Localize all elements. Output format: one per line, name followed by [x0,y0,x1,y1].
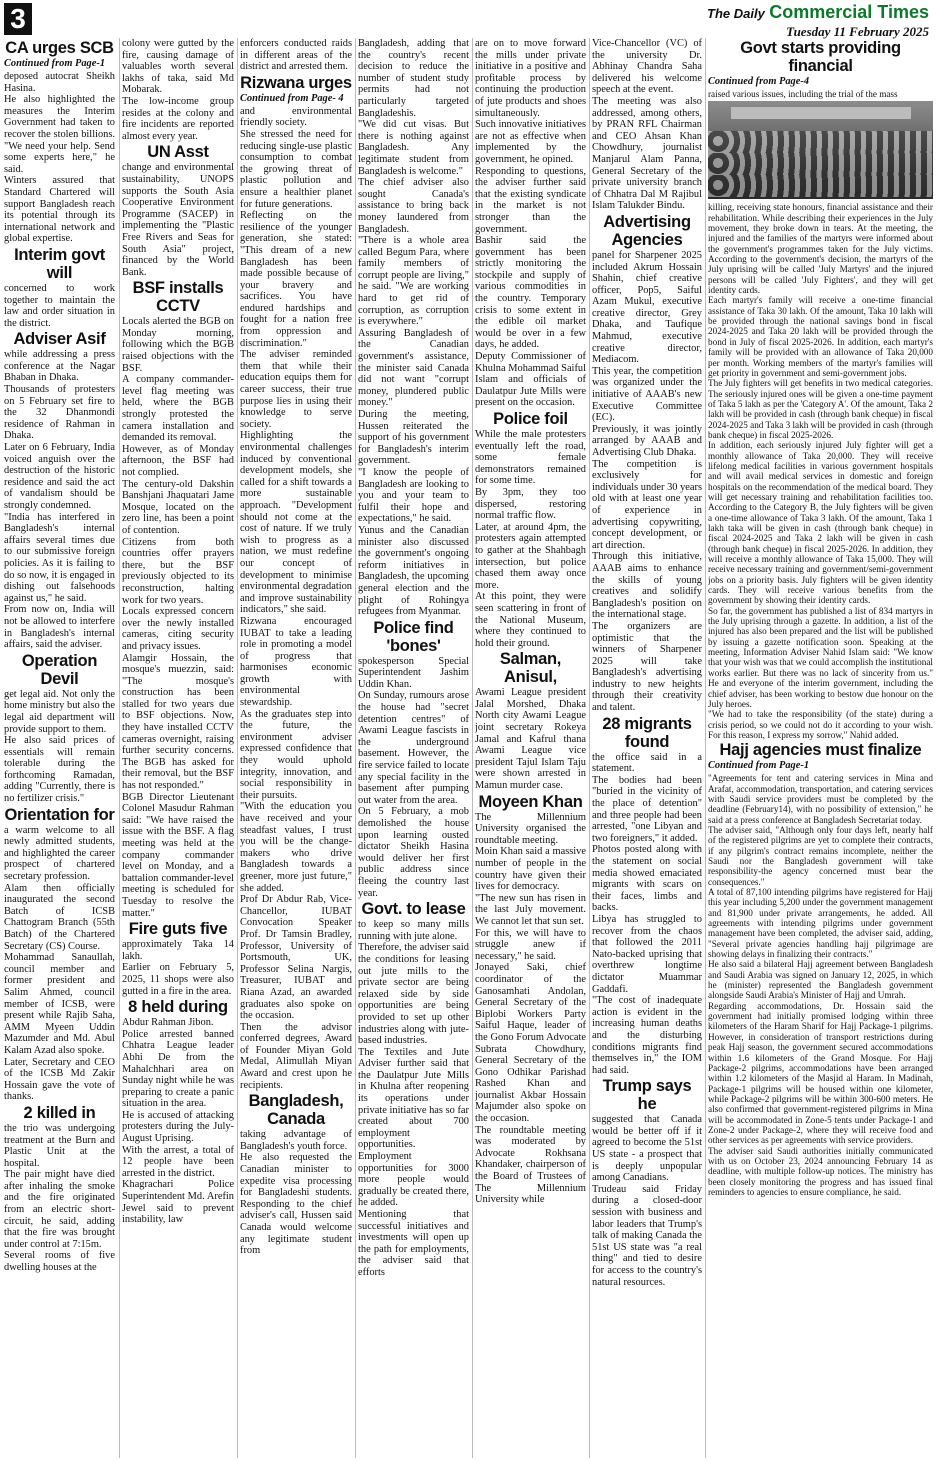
article-paragraph: The bodies had been "buried in the vicinity of the place of detention" and three people had been arrested, "one Libyan and two foreigners," it added. [592,774,702,844]
headline: Adviser Asif [13,330,106,349]
article-paragraph: BGB Director Lieutenant Colonel Masudur Rahman said: "We have raised the issue with the BSF. A flag meeting was held at the company commander level on Monday, and a battalion commander-level meeting is scheduled for Tuesday to resolve the matter." [122,791,234,919]
article-paragraph: Deputy Commissioner of Khulna Mohammad Saiful Islam and officials of Daulatpur Jute Mills were present on the occasion. [475,351,586,409]
article-paragraph: Locals expressed concern over the newly installed cameras, citing security and privacy issues. [122,606,234,652]
article-paragraph: He also highlighted the measures the Interim Government had taken to recover the stolen billions. "We need your help. Send some experts here," he said. [4,94,115,175]
page-number: 3 [4,3,32,35]
article-paragraph: "I know the people of Bangladesh are looking to you and your team to fulfil their hope and expectations," he said. [358,466,469,525]
article-paragraph: Yunus and the Canadian minister also discussed the government's ongoing reform initiatives in Bangladesh, the upcoming general election and the plight of Rohingya refugees from Myanmar. [358,524,469,618]
continued-line: Continued from Page- 4 [240,92,344,104]
article-paragraph: Rizwana encouraged IUBAT to take a leading role in promoting a model of progress that harmonises economic growth with environmental stewardship. [240,615,352,709]
column-5 [475,38,586,1206]
article-paragraph: "With the education you have received and your steadfast values, I trust you will be the change-makers who drive Bangladesh towards a greener, more just future," she added. [240,801,352,894]
article-paragraph: A total of 87,100 intending pilgrims have registered for Hajj this year including 5,200 under the government management and 81,900 under private arrangements, he added. All agreements with intending pilgrims under government management have been completed, the adviser said, adding, "Several private agencies handling hajj pilgrimage are showing delays in finalizing their contracts." [708,887,933,960]
headline: CA urges SCB [5,39,114,57]
article-paragraph: "Agreements for tent and catering services in Mina and Arafat, accommodation, transportation, and catering services with Saudi service providers must be completed by the deadline (February14), with no possibility of extension," he said at a press conference at Bangladesh Secretariat today. [708,773,933,825]
column-1 [4,38,115,1274]
article-paragraph: Awami League president Jalal Morshed, Dhaka North city Awami League joint secretary Rokeya Jamal and Kafrul thana Awami League vice president Tajul Islam Taju were shown arrested in Mamun murder case. [475,687,586,792]
column-2 [122,38,234,1226]
article-paragraph: Responding to questions, the adviser further said that the existing syndicate in the market is not stronger than the government. [475,165,586,235]
headline: BSF installs CCTV [132,279,224,316]
article-paragraph: With the arrest, a total of 12 people have been arrested in the district. [122,1144,234,1179]
article-paragraph: Police arrested banned Chhatra League leader Abhi De from the Mahalchhari area on Sunday night while he was preparing to create a panic situation in the area. [122,1028,234,1110]
article-paragraph: Bangladesh, adding that the country's recent decision to reduce the number of student study permits had not particularly targeted Bangladeshis. [358,38,469,119]
article-paragraph: During the meeting, Hussen reiterated the support of his government for Bangladesh's interim government. [358,409,469,467]
article-paragraph: He also requested the Canadian minister to expedite visa processing for Bangladeshi students. Responding to the chief adviser's call, Hussen said Canada would welcome any legitimate student from [240,1152,352,1257]
article-paragraph: The July fighters will get benefits in two medical categories. The seriously injured ones will be given a one-time payment of Taka 5 lakh as per the 'Category A'. Of the amount, Taka 2 lakh will be provided in cash (through bank cheque) in fiscal 2024-2025 and Taka 3 lakh will be provided in cash (through bank cheque) in fiscal 2025-2026. [708,378,933,440]
article-paragraph: Mentioning that successful initiatives and investments will open up the path for employments, the adviser said that efforts [358,1209,469,1278]
article-paragraph: suggested that Canada would be better off if it agreed to become the 51st US state - a prospect that is deeply unpopular among Canadians. [592,1114,702,1184]
headline: Hajj agencies must finalize [719,741,922,760]
article-paragraph: Libya has struggled to recover from the chaos that followed the 2011 Nato-backed uprising that overthrew longtime dictator Muammar Gaddafi. [592,913,702,995]
article-paragraph: Each martyr's family will receive a one-time financial assistance of Taka 30 lakh. Of the amount, Taka 10 lakh will be provided through the national savings bond in fiscal 2024-2025 and Taka 20 lakh will be provided through the bond in July of fiscal 2025-2026. In addition, each martyr's family will be provided with an allowance of Taka 20,000 per month. Working members of the martyr's families will get priority in government and semi-government jobs. [708,295,933,378]
article-paragraph: The roundtable meeting was moderated by Advocate Rokhsana Khandaker, chairperson of the Board of Trustees of The Millennium University while [475,1124,586,1206]
article-paragraph: Vice-Chancellor (VC) of the university Dr. Abhinay Chandra Saha delivered his welcome speech at the event. [592,38,702,96]
article-paragraph: "We did cut visas. But there is nothing against Bangladesh. Any legitimate student from Bangladesh is welcome." [358,119,469,177]
masthead-title [707,2,929,23]
headline: Police foil [493,410,568,428]
article-paragraph: The century-old Dakshin Banshjani Jhaquatari Jame Mosque, located on the zero line, has been a point of contention. [122,478,234,536]
article-paragraph: From now on, India will not be allowed to interfere in Bangladesh's internal affairs, said the adviser. [4,604,115,651]
article-paragraph: The Millennium University organised the roundtable meeting. [475,811,586,846]
article-paragraph: Mohammad Sanaullah, council member and former president and Salim Ahmed, council member of ICSB, were present while Rajib Saha, AMM Myeen Uddin Mazumder and Md. Abul Kalam Azad also spoke. [4,952,115,1056]
column-6 [592,38,702,1288]
column-4 [358,38,469,1279]
article-paragraph: Alam then officially inaugurated the second Batch of ICSB Chattogram Branch (55th Batch) of the Chartered Secretary (CS) Course. [4,882,115,952]
article-paragraph: Regarding accommodations, Dr. Hossain said the government had initially promised lodging within three kilometers of the Haram Sharif for Hajj Package-1 pilgrims. However, in consideration of transport restrictions during peak Hajj season, the government secured accommodations within 1.6 kilometers of the Grand Mosque. For Hajj Package-2 pilgrims, accommodations have been arranged within 1.2 kilometers of the Masjid al Haram. In Madinah, Package-1 pilgrims will be housed within one kilometer, while Package-2 pilgrims will be within 300-600 meters. He also confirmed that government-registered pilgrims in Mina will be accommodated in Zone-5 tents under Package-1 and Zone-2 under Package-2, where they will receive food and other services as per agreements with service providers. [708,1000,933,1146]
article-paragraph: the office said in a statement. [592,751,702,775]
article-paragraph: "We had to take the responsibility (of the state) during a crisis period, so we could not do it according to your wish. For this reason, I express my sorrow," Nahid added. [708,709,933,740]
headline: UN Asst [147,143,209,162]
article-paragraph: Alamgir Hossain, the mosque's muezzin, said: "The mosque's construction has been stalled for two years due to BSF objections. Now, they have installed CCTV cameras overnight, raising further security concerns. The BGB has asked for their removal, but the BSF has not responded." [122,652,234,792]
headline: 2 killed in [23,1103,96,1122]
article-paragraph: The organizers are optimistic that the winners of Sharpener 2025 will take Bangladesh's advertising industry to new heights through their creativity and talent. [592,620,702,714]
article-paragraph: Such innovative initiatives are not as effective when implemented by the government, he opined. [475,119,586,165]
column-rule [119,38,120,1458]
article-paragraph: are on to move forward the mills under private initiative in a positive and profitable process by continuing the production of jute products and shoes simultaneously. [475,38,586,119]
article-paragraph: For this, we will have to struggle anew if necessary," he said. [475,927,586,962]
article-paragraph: concerned to work together to maintain the law and order situation in the district. [4,282,115,329]
headline: Bangladesh, Canada [248,1092,344,1129]
column-7 [708,38,933,1197]
article-paragraph: He also said a bilateral Hajj agreement between Bangladesh and Saudi Arabia was signed on January 12, 2025, in which he (minister) represented the Bangladesh government alongside Saudi Arabia's Minister of Hajj and Umrah. [708,959,933,1001]
headline: Salman, Anisul, [499,650,562,687]
article-paragraph: The low-income group resides at the colony and fire incidents are reported almost every year. [122,95,234,142]
article-paragraph: Photos posted along with the statement on social media showed emaciated migrants with scars on their faces, limbs and backs. [592,844,702,914]
article-paragraph: However, as of Monday afternoon, the BSF had not complied. [122,443,234,478]
article-paragraph: raised various issues, including the trial of the mass [708,89,898,99]
article-paragraph: "The new sun has risen in the last July movement. We cannot let that sun set. [475,892,586,927]
article-paragraph: He also said prices of essentials will remain tolerable during the forthcoming Ramadan, adding "Currently, there is no fertilizer crisis." [4,735,115,805]
article-paragraph: By 3pm, they too dispersed, restoring normal traffic flow. [475,486,586,522]
photo-crowd [708,131,933,153]
article-paragraph: The meeting was also addressed, among others, by PRAN RFL Chairman and CEO Ahsan Khan Chowdhury, journalist Manjarul Alam Panna, General Secretary of the private university branch of Chhatra Dal M Rajibul Islam Talukder Bindu. [592,95,702,212]
article-paragraph: A company commander-level flag meeting was held, where the BGB strongly protested the camera installation and demanded its removal. [122,374,234,444]
article-paragraph: Prof Dr Abdur Rab, Vice-Chancellor, IUBAT Convocation Speaker Prof. Dr Tamsin Bradley, Professor, University of Portsmouth, UK, Professor Selina Nargis, Treasurer, IUBAT and Riana Azad, an awarded graduates also spoke on the occasion. [240,894,352,1022]
article-paragraph: approximately Taka 14 lakh. [122,939,234,962]
article-paragraph: On Sunday, rumours arose the house had "secret detention centres" of Awami League fascists in the underground basement. However, the fire service failed to locate any special facility in the basement after pumping out water from the area. [358,690,469,806]
article-paragraph: Through this initiative, AAAB aims to enhance the skills of young creatives and solidify Bangladesh's position on the international stage. [592,551,702,621]
headline: Govt starts providing financial [740,39,901,75]
article-paragraph: change and environmental sustainability, UNOPS supports the South Asia Cooperative Environment Programme (SACEP) in implementing the "Plastic Free Rivers and Seas for South Asia" project, financed by the World Bank. [122,162,234,278]
article-paragraph: Later, Secretary and CEO of the ICSB Md Zakir Hossain gave the vote of thanks. [4,1056,115,1103]
article-paragraph: The competition is exclusively for individuals under 30 years old with at least one year of experience in advertising copywriting, concept development, or art direction. [592,458,702,551]
photo-crowd [708,175,933,197]
article-paragraph: The Textiles and Jute Adviser further said that the Daulatpur Jute Mills in Khulna after reopening its operations under private initiative has so far created about 700 employment opportunities. Employment opportunities for 3000 more people would gradually be created there, he added. [358,1046,469,1209]
article-paragraph: panel for Sharpener 2025 included Akrum Hossain Shahin, chief creative officer, Pop5, Saiful Azam Mukul, executive creative director, Grey Dhaka, and Taufique Mahmud, executive creative director, Mediacom. [592,249,702,366]
article-paragraph: Then the advisor conferred degrees, Award of Founder Miyan Gold Medal, Alimullah Miyan Award and crest upon he recipients. [240,1021,352,1091]
article-paragraph: spokesperson Special Superintendent Jashim Uddin Khan. [358,655,469,690]
column-rule [589,38,590,1458]
article-paragraph: while addressing a press conference at the Nagar Bhaban in Dhaka. [4,349,115,384]
article-paragraph: taking advantage of Bangladesh's youth force. [240,1129,352,1152]
column-rule [355,38,356,1458]
headline: Advertising Agencies [603,212,691,249]
article-paragraph: The adviser said Saudi authorities initially communicated with us on October 23, 2024 announcing February 14 as deadline, with multiple follow-up notices. The ministry has been closely monitoring the progress and has issued final reminders to agencies to ensure compliance, he said. [708,1145,933,1197]
photo-banner [731,107,911,119]
headline: 8 held during [128,998,228,1017]
article-paragraph: Assuring Bangladesh of the Canadian government's assistance, the minister said Canada did not want "corrupt money, plundered public money." [358,327,469,409]
article-paragraph: "There is a whole area called Begum Para, where family members of corrupt people are living," he said. "We are working hard to get rid of corruption, as corruption is everywhere." [358,235,469,328]
article-paragraph: Reflecting on the resilience of the younger generation, she stated: "This dream of a new Bangladesh has been made possible because of your bravery and sacrifices. You have endured hardships and fought for a nation free from oppression and discrimination." [240,210,352,349]
masthead-name: Commercial Times [769,2,929,22]
article-paragraph: While the male protesters eventually left the road, some female demonstrators remained for some time. [475,429,586,487]
headline: Police find 'bones' [373,618,454,655]
article-paragraph: Citizens from both countries offer prayers there, but the BSF previously objected to its reconstruction, halting work for two years. [122,536,234,606]
article-paragraph: a warm welcome to all newly admitted students, and highlighted the career prospect of chartered secretary profession. [4,824,115,883]
article-paragraph: Earlier on February 5, 2025, 11 shops were also gutted in a fire in the area. [122,962,234,997]
article-paragraph: He is accused of attacking protesters during the July-August Uprising. [122,1109,234,1145]
headline: Operation Devil [21,651,98,688]
article-paragraph: Thousands of protesters on 5 February set fire to the 32 Dhanmondi residence of Rahman in Dhaka. [4,384,115,442]
article-paragraph: Therefore, the adviser said the conditions for leasing out jute mills to the private sector are being relaxed side by side opportunities are being provided to set up other industries along with jute-based industries. [358,942,469,1047]
article-paragraph: Several rooms of five dwelling houses at the [4,1250,115,1274]
headline: Trump says he [602,1077,692,1114]
article-paragraph: She stressed the need for reducing single-use plastic consumption to combat the growing threat of plastic pollution and ensure a healthier planet for future generations. [240,128,352,210]
column-rule [705,38,706,1458]
article-paragraph: the trio was undergoing treatment at the Burn and Plastic Unit at the hospital. [4,1122,115,1169]
headline: Fire guts five [128,920,228,939]
article-paragraph: In addition, each seriously injured July fighter will get a monthly allowance of Taka 20,000. They will receive lifelong medical facilities in various government hospitals and will avail medical services in domestic and foreign hospitals on the recommendation of the medical board. They will get necessary training and rehabilitation facilities too. According to the Category B, the July fighters will be given a one-time allowance of Taka 3 lakh. Of the amount, Taka 1 lakh taka will be given in cash (through bank cheque) in fiscal 2024-2025 and Taka 2 lakh will be given in cash (through bank cheque) in fiscal 2025-2026. In addition, they will receive a monthly allowance of Taka 15,000. They will receive necessary training and government/semi-government jobs on a priority basis. July fighters will be given identity cards. They will receive various benefits from the government by showing their identity cards. [708,440,933,606]
continued-line: Continued from Page-1 [708,760,810,772]
article-paragraph: Trudeau said Friday during a closed-door session with business and labor leaders that Trump's talk of making Canada the 51st US state was "a real thing" and tied to desire for access to the country's natural resources. [592,1183,702,1288]
article-paragraph: "The cost of inadequate action is evident in the increasing human deaths and the disturbing conditions migrants find themselves in," the IOM had said. [592,995,702,1076]
article-paragraph: Bashir said the government has been strictly monitoring the stockpile and supply of various commodities in the country. Temporary crisis to some extent in the edible oil market would be over in a few days, he added. [475,235,586,351]
column-3 [240,38,352,1257]
article-paragraph: enforcers conducted raids in different areas of the district and arrested them. [240,38,352,73]
continued-line: Continued from Page-4 [708,76,810,87]
article-paragraph: Moin Khan said a massive number of people in the country have given their lives for democracy. [475,846,586,893]
article-paragraph: to keep so many mills running with jute alone. [358,919,469,942]
article-paragraph: and environmental friendly society. [240,105,352,129]
column-rule [237,38,238,1458]
headline: Moyeen Khan [478,792,583,811]
photo-crowd [708,153,933,175]
masthead [707,2,929,40]
article-paragraph: Highlighting the environmental challenges induced by conventional development models, she called for a shift towards a more sustainable approach. "Development should not come at the cost of nature. If we truly wish to progress as a nation, we must redefine our concept of development to minimise environmental degradation and improve sustainability indicators," she said. [240,430,352,616]
column-rule [472,38,473,1458]
article-paragraph: The adviser reminded them that while their education equips them for career success, their true purpose lies in using their knowledge to serve society. [240,349,352,430]
article-paragraph: Abdur Rahman Jibon. [122,1017,214,1029]
article-paragraph: Jonayed Saki, chief coordinator of the Ganosamhati Andolan, General Secretary of the Biplobi Workers Party Saiful Haque, leader of the Gono Forum Advocate Subrata Chowdhury, General Secretary of the Gono Odhikar Parishad Rashed Khan and journalist Akbar Hossain Majumder also spoke on the occasion. [475,962,586,1125]
article-paragraph: On 5 February, a mob demolished the house upon learning ousted dictator Sheikh Hasina would deliver her first public address since fleeing the country last year. [358,806,469,899]
article-paragraph: The chief adviser also sought Canada's assistance to bring back money laundered from Bangladesh. [358,177,469,235]
continued-line: Continued from Page-1 [4,58,106,69]
article-paragraph: deposed autocrat Sheikh Hasina. [4,71,115,94]
news-photo [708,101,933,199]
article-paragraph: Locals alerted the BGB on Monday morning, following which the BGB raised objections with the BSF. [122,316,234,374]
headline: Interim govt will [14,245,105,282]
masthead-prefix: The Daily [707,6,765,21]
article-paragraph: As the graduates step into the future, the environment adviser expressed confidence that they would uphold integrity, innovation, and social responsibility in their pursuits. [240,708,352,801]
article-paragraph: The pair might have died after inhaling the smoke and the fire originated from an electric short-circuit, he said, adding that the fire was brought under control at 7:15m. [4,1169,115,1250]
article-paragraph: Previously, it was jointly arranged by AAAB and Advertising Club Dhaka. [592,423,702,458]
issue-date: Tuesday 11 February 2025 [786,24,929,39]
article-paragraph: Later, at around 4pm, the protesters again attempted to gather at the Shahbagh intersection, but police chased them away once more. [475,521,586,591]
headline: 28 migrants found [602,714,692,751]
article-paragraph: get legal aid. Not only the home ministry but also the legal aid department will provide support to them. [4,688,115,735]
article-paragraph: killing, receiving state honours, financial assistance and their rehabilitation. While describing their experiences in the July movement, they broke down in tears. At the meeting, the injured and the families of the martyrs were informed about the government's programmes taken for the July victims. According to the government's decision, the martyrs of the July uprising will be called 'July Martyrs' and the injured persons will be called 'July Fighters', and they will get identity cards. [708,202,933,296]
article-paragraph: colony were gutted by the fire, causing damage of valuables worth several lakhs of taka, said Md Mobarak. [122,38,234,96]
article-paragraph: Later on 6 February, India voiced anguish over the destruction of the historic residence and said the act of vandalism should be strongly condemned. [4,442,115,511]
article-paragraph: This year, the competition was organized under the initiative of AAAB's new Executive Committee (EC). [592,365,702,424]
article-paragraph: So far, the government has published a list of 834 martyrs in the July uprising through a gazette. In addition, a list of the injured has also been prepared and the list will be published by issuing a gazette notification soon. Speaking at the meeting, Information Adviser Nahid Islam said: "We know that your wish was that we could accomplish the institutional works earlier. But there was no lack of sincerity from us." He and everyone of the interim government, including the chief adviser, has been working to bestow due honour on the July heroes. [708,605,933,709]
headline: Rizwana urges [240,73,352,92]
headline: Govt. to lease [361,900,466,919]
article-paragraph: The adviser said, "Although only four days left, nearly half of the registered pilgrims are yet to complete their contracts, if any pilgrim's contract remains incomplete, neither the Saudi nor the Bangladesh government will take responsibility-the agency concerned must bear the consequences." [708,824,933,887]
article-paragraph: "India has interfered in Bangladesh's internal affairs several times due to our submissive foreign policies. As it is failing to do so now, it is engaged in dishing out falsehoods against us," he said. [4,511,115,604]
article-paragraph: Khagrachari Police Superintendent Md. Arefin Jewel said to prevent instability, law [122,1179,234,1226]
article-paragraph: Winters assured that Standard Chartered will support Bangladesh reach its potential through its international network and global expertise. [4,175,115,245]
headline: Orientation for [4,805,115,824]
article-paragraph: At this point, they were seen scattering in front of the National Museum, where they continued to hold their ground. [475,591,586,649]
